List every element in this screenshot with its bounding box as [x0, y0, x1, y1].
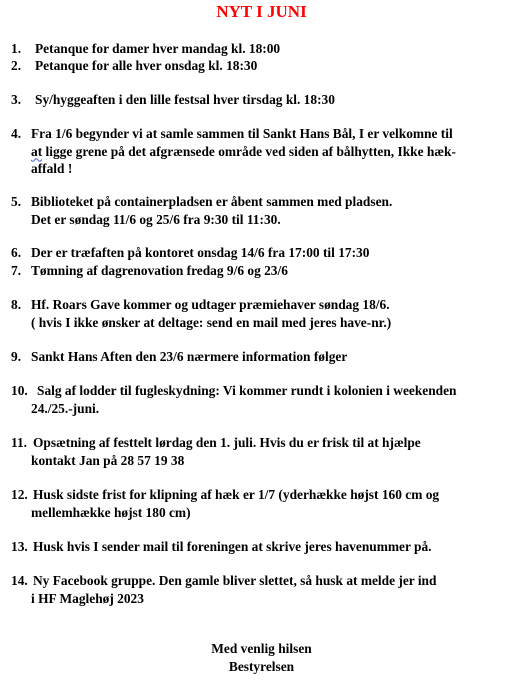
list-item-6 — [11, 244, 516, 262]
item-text-line-1: Fra 1/6 begynder vi at samle sammen til Sankt Hans Bål, I er velkomne til — [31, 126, 453, 141]
item-text-line-1: Hf. Roars Gave kommer og udtager præmiehaver søndag 18/6. — [31, 297, 390, 312]
list-item-1 — [11, 40, 516, 58]
spellcheck-marked-word: at — [31, 143, 43, 159]
list-item-9 — [11, 348, 516, 366]
item-number: 2. — [11, 58, 22, 73]
item-number: 14. — [11, 573, 28, 588]
item-text-line-1: Opsætning af festtelt lørdag den 1. juli. Hvis du er frisk til at hjælpe — [33, 435, 421, 450]
item-text: Husk hvis I sender mail til foreningen at skrive jeres havenummer på. — [33, 539, 432, 554]
list-item-5 — [11, 193, 516, 228]
list-item-4 — [11, 125, 516, 178]
list-item-8 — [11, 296, 516, 331]
item-text-line-1: Husk sidste frist for klipning af hæk er 1/7 (yderhække højst 160 cm og — [33, 487, 440, 502]
item-text-line-2 — [11, 143, 516, 161]
item-text-line-2: mellemhække højst 180 cm) — [31, 504, 191, 520]
item-number: 7. — [11, 263, 22, 278]
item-text-line-2: i HF Maglehøj 2023 — [31, 590, 144, 606]
item-text: Petanque for alle hver onsdag kl. 18:30 — [35, 58, 258, 73]
item-number: 6. — [11, 245, 22, 260]
item-number: 10. — [11, 383, 28, 398]
closing-greeting: Med venlig hilsen — [211, 641, 312, 656]
list-item-2 — [11, 57, 516, 75]
item-number: 9. — [11, 349, 22, 364]
item-text-line-2: 24./25.-juni. — [31, 400, 100, 416]
item-text-line-2: Det er søndag 11/6 og 25/6 fra 9:30 til 11:30. — [31, 211, 281, 227]
item-number: 3. — [11, 92, 22, 107]
signature: Bestyrelsen — [228, 659, 295, 674]
item-text-line-3: affald ! — [31, 161, 73, 176]
item-text: Sy/hyggeaften i den lille festsal hver tirsdag kl. 18:30 — [35, 92, 335, 107]
item-number: 4. — [11, 126, 22, 141]
item-text-line-2-rest: ligge grene på det afgrænsede område ved siden af bålhytten, Ikke hæk- — [45, 143, 456, 159]
item-text-line-2: ( hvis I ikke ønsker at deltage: send en mail med jeres have-nr.) — [31, 314, 392, 330]
item-number: 13. — [11, 539, 28, 554]
item-number: 12. — [11, 487, 28, 502]
item-text: Sankt Hans Aften den 23/6 nærmere information følger — [31, 349, 348, 364]
list-item-3 — [11, 91, 516, 109]
list-item-11 — [11, 434, 516, 469]
item-text-line-1: Biblioteket på containerpladsen er åbent sammen med pladsen. — [31, 194, 393, 209]
item-text: Der er træfaften på kontoret onsdag 14/6 fra 17:00 til 17:30 — [31, 245, 370, 260]
item-number: 5. — [11, 194, 22, 209]
list-item-10 — [11, 382, 516, 417]
item-text: Petanque for damer hver mandag kl. 18:00 — [35, 41, 281, 56]
list-item-13 — [11, 538, 516, 556]
item-text: Tømning af dagrenovation fredag 9/6 og 23/6 — [31, 263, 288, 278]
list-item-14 — [11, 572, 516, 607]
item-number: 1. — [11, 41, 22, 56]
list-item-12 — [11, 486, 516, 521]
item-text-line-1: Ny Facebook gruppe. Den gamle bliver slettet, så husk at melde jer ind — [33, 573, 437, 588]
item-text-line-2: kontakt Jan på 28 57 19 38 — [31, 452, 185, 468]
item-text-line-1: Salg af lodder til fugleskydning: Vi kommer rundt i kolonien i weekenden — [37, 383, 457, 398]
page-title: NYT I JUNI — [216, 2, 307, 21]
list-item-7 — [11, 262, 516, 280]
item-number: 8. — [11, 297, 22, 312]
item-number: 11. — [11, 435, 27, 450]
